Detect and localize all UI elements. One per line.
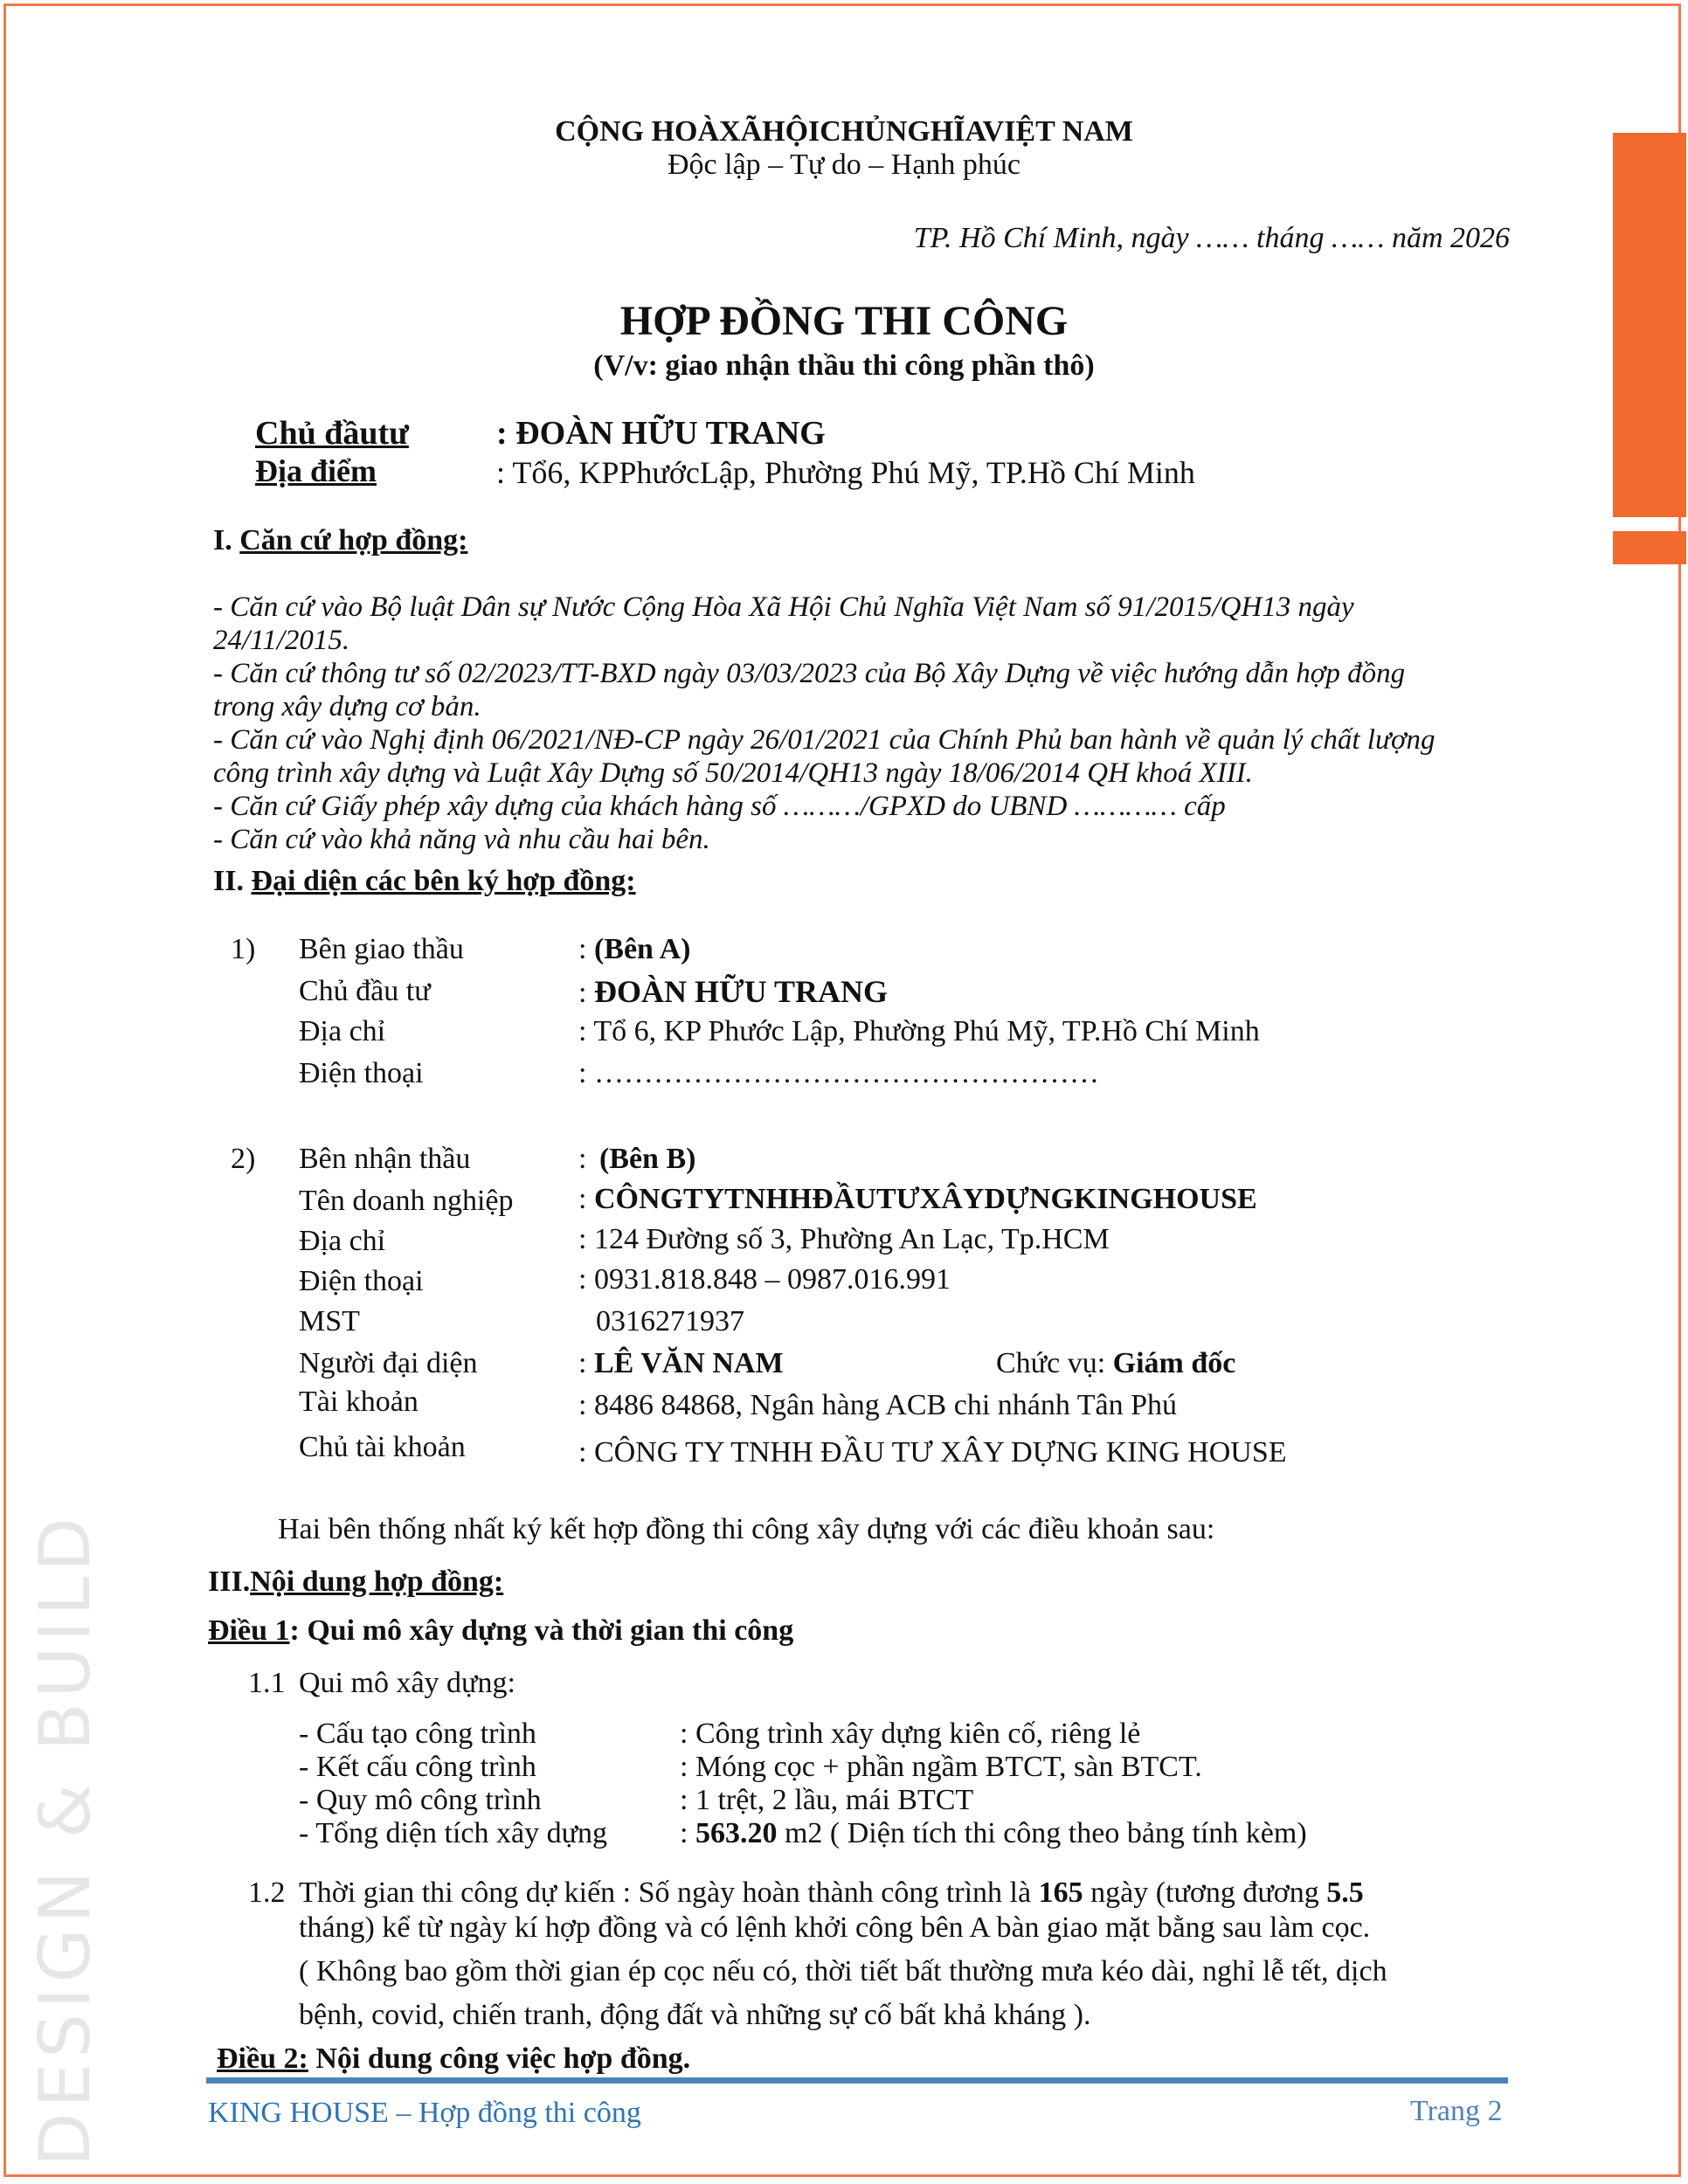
basis-line: công trình xây dựng và Luật Xây Dựng số 50/2014/QH13 ngày 18/06/2014 QH khoá XIII. [213,757,1253,789]
spec-label: - Kết cấu công trình [299,1751,536,1783]
party-b-value: : (Bên B) [578,1143,696,1175]
party-b-value: : CÔNGTYTNHHĐẦUTƯXÂYDỰNGKINGHOUSE [578,1183,1257,1215]
article-1-title: : Qui mô xây dựng và thời gian thi công [289,1614,794,1647]
party-b-value: : 0931.818.848 – 0987.016.991 [578,1263,951,1296]
spec-value: : Công trình xây dựng kiên cố, riêng lẻ [680,1717,1141,1750]
party-b-number: 2) [231,1143,256,1175]
section-3-heading [208,1565,503,1599]
party-b-label: Bên nhận thầu [299,1143,471,1175]
subsection-1-2-number: 1.2 [248,1876,286,1909]
party-a-label: Điện thoại [299,1057,424,1089]
party-a-value: : Tổ 6, KP Phước Lập, Phường Phú Mỹ, TP.Hồ Chí Minh [578,1015,1260,1047]
article-1-label: Điều 1 [208,1614,290,1647]
party-b-label: Người đại diện [299,1347,478,1379]
subsection-1-1-title: Qui mô xây dựng: [299,1667,515,1699]
spec-value: : 563.20 m2 ( Diện tích thi công theo bảng tính kèm) [680,1817,1307,1849]
party-a-value: : (Bên A) [578,933,691,965]
party-b-label: Địa chỉ [299,1225,386,1257]
spec-label: - Tổng diện tích xây dựng [299,1817,608,1849]
party-b-label: Tên doanh nghiệp [299,1185,514,1217]
spec-label: - Quy mô công trình [299,1784,542,1816]
spec-value: : Móng cọc + phần ngầm BTCT, sàn BTCT. [680,1751,1202,1783]
schedule-line-2: tháng) kể từ ngày kí hợp đồng và có lệnh khởi công bên A bàn giao mặt bằng sau làm cọc. [299,1911,1371,1944]
party-b-value: : CÔNG TY TNHH ĐẦU TƯ XÂY DỰNG KING HOUSE [578,1436,1287,1469]
footer-title: KING HOUSE – Hợp đồng thi công [208,2097,641,2129]
position-field: Chức vụ: Giám đốc [996,1347,1236,1379]
basis-line: 24/11/2015. [213,625,350,656]
owner-value: : ĐOÀN HỮU TRANG [496,415,826,452]
schedule-line-4: bệnh, covid, chiến tranh, động đất và những sự cố bất khả kháng ). [299,1999,1091,2031]
party-a-value: : …………………………………………… [578,1057,1099,1089]
basis-line: - Căn cứ vào khả năng và nhu cầu hai bên. [213,824,710,855]
contract-title: HỢP ĐỒNG THI CÔNG [619,298,1069,344]
spec-label: - Cấu tạo công trình [299,1717,536,1750]
section-3-title: Nội dung hợp đồng: [250,1565,504,1598]
party-b-label: Tài khoản [299,1386,419,1418]
republic-heading: CỘNG HOÀXÃHỘICHỦNGHĨAVIỆT NAM [555,115,1133,148]
party-b-value: : 124 Đường số 3, Phường An Lạc, Tp.HCM [578,1223,1110,1255]
party-a-label: Địa chỉ [299,1015,386,1047]
orange-accent-bar-small [1613,531,1686,564]
section-2-heading [213,865,636,898]
party-b-value: : 8486 84868, Ngân hàng ACB chi nhánh Tân Phú [578,1389,1178,1421]
schedule-line-3: ( Không bao gồm thời gian ép cọc nếu có, thời tiết bất thường mưa kéo dài, nghỉ lễ tết, dịch [299,1955,1387,1987]
party-b-value: : LÊ VĂN NAM [578,1347,784,1379]
article-1-heading [208,1614,793,1648]
contract-subtitle: (V/v: giao nhận thầu thi công phần thô) [593,349,1095,382]
party-a-number: 1) [231,933,256,965]
section-1-number: I. [213,524,232,556]
party-b-label: Chủ tài khoản [299,1431,466,1463]
date-line: TP. Hồ Chí Minh, ngày …… tháng …… năm 2026 [913,222,1510,254]
party-a-value: : ĐOÀN HỮU TRANG [578,974,888,1009]
spec-value: : 1 trệt, 2 lầu, mái BTCT [680,1784,974,1816]
basis-line: trong xây dựng cơ bản. [213,691,481,722]
section-2-title: Đại diện các bên ký hợp đồng: [251,865,636,897]
party-a-label: Chủ đầu tư [299,975,431,1007]
footer-divider [206,2077,1508,2084]
basis-line: - Căn cứ vào Bộ luật Dân sự Nước Cộng Hòa Xã Hội Chủ Nghĩa Việt Nam số 91/2015/QH13 ngày [213,591,1354,623]
location-value: : Tổ6, KPPhướcLập, Phường Phú Mỹ, TP.Hồ Chí Minh [496,455,1195,490]
article-2-label: Điều 2: [217,2042,308,2075]
agreement-sentence: Hai bên thống nhất ký kết hợp đồng thi công xây dựng với các điều khoản sau: [278,1513,1215,1545]
section-3-number: III. [208,1565,251,1598]
sidebar-watermark: DESIGN & BUILD [24,1512,106,2167]
basis-line: - Căn cứ Giấy phép xây dựng của khách hàng số ………/GPXD do UBND ………… cấp [213,791,1226,822]
article-2-title: Nội dung công việc hợp đồng. [308,2042,691,2075]
owner-label: Chủ đầutư [255,415,409,452]
basis-line: - Căn cứ thông tư số 02/2023/TT-BXD ngày 03/03/2023 của Bộ Xây Dựng về việc hướng dẫn hợp đồng [213,658,1406,689]
article-2-heading [217,2042,690,2076]
section-1-heading [213,524,467,557]
motto: Độc lập – Tự do – Hạnh phúc [668,149,1020,181]
section-2-number: II. [213,865,244,897]
subsection-1-1-number: 1.1 [248,1667,286,1699]
basis-line: - Căn cứ vào Nghị định 06/2021/NĐ-CP ngày 26/01/2021 của Chính Phủ ban hành về quản lý chất lượng [213,724,1435,756]
party-a-label: Bên giao thầu [299,933,464,965]
schedule-line-1: Thời gian thi công dự kiến : Số ngày hoàn thành công trình là 165 ngày (tương đương 5.5 [299,1876,1364,1909]
page-number: Trang 2 [1410,2095,1503,2127]
location-label: Địa điểm [255,453,377,488]
party-b-label: MST [299,1305,360,1337]
party-b-label: Điện thoại [299,1265,424,1297]
party-b-value: 0316271937 [596,1305,744,1337]
section-1-title: Căn cứ hợp đồng: [239,524,468,556]
legal-basis-list [213,591,1541,856]
